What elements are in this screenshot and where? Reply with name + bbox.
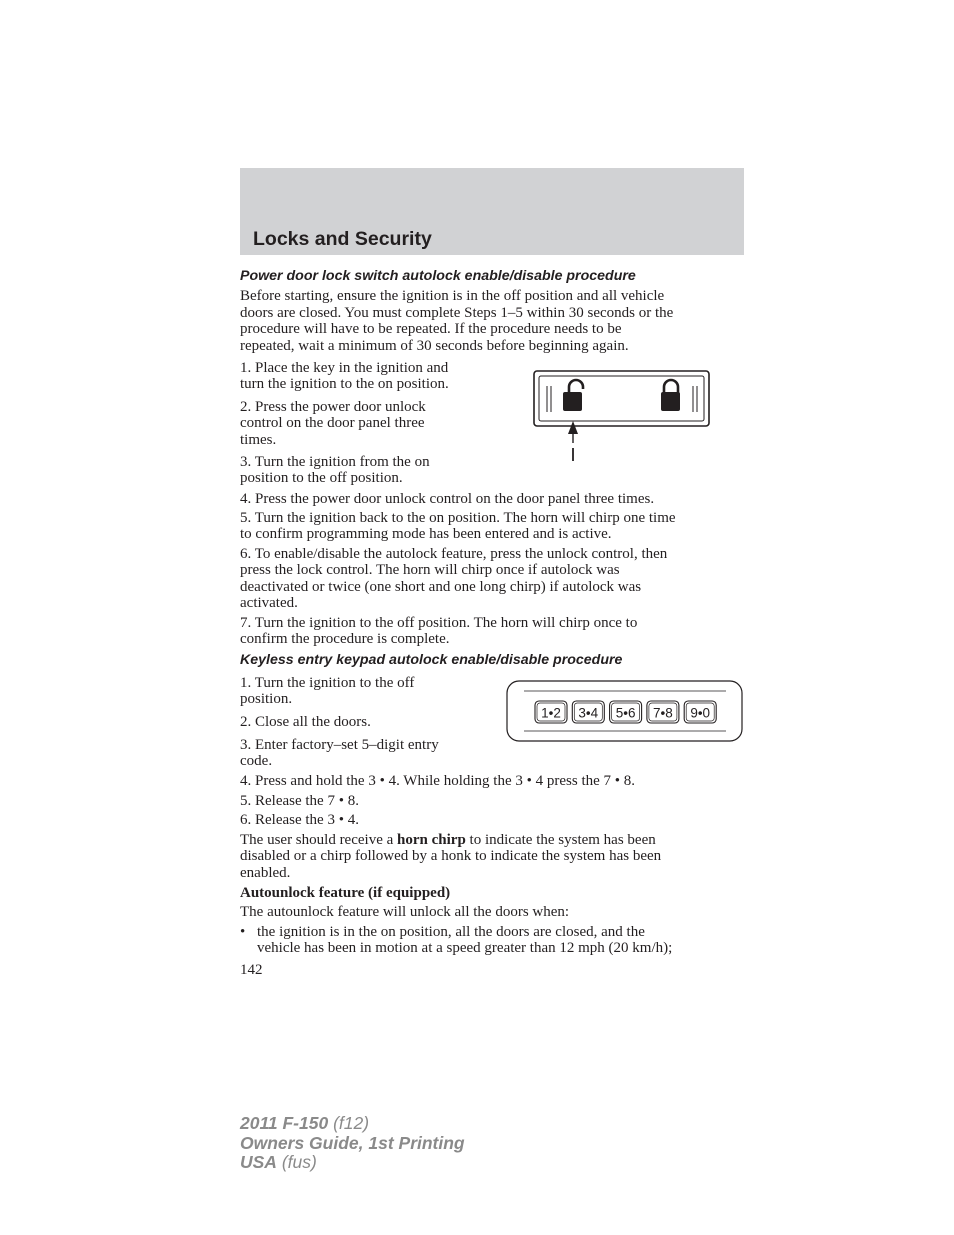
power-lock-step-6-line-3: deactivated or twice (one short and one long chirp) if autolock was: [240, 578, 642, 595]
keypad-result-line-2: disabled or a chirp followed by a honk to indicate the system has been: [240, 848, 662, 864]
document-footer: [240, 1114, 465, 1173]
autounlock-bullet-line-1: the ignition is in the on position, all the doors are closed, and the: [257, 923, 645, 940]
power-lock-step-2-line-3: times.: [240, 431, 277, 448]
footer-line-2: Owners Guide, 1st Printing: [240, 1132, 465, 1153]
section-title: Locks and Security: [253, 228, 432, 250]
power-lock-step-6-line-2: press the lock control. The horn will chirp once if autolock was: [240, 562, 620, 578]
keypad-step-1-line-1: 1. Turn the ignition to the off: [240, 674, 415, 691]
keypad-step-4: 4. Press and hold the 3 • 4. While holding the 3 • 4 press the 7 • 8.: [240, 772, 636, 789]
keypad-result-prefix: The user should receive a: [240, 831, 398, 848]
keypad-key-label: 5•6: [615, 705, 636, 721]
keypad-result-suffix: to indicate the system has been: [465, 831, 656, 848]
keypad-illustration: [506, 680, 744, 742]
footer-line-1: [240, 1114, 465, 1134]
power-lock-heading: Power door lock switch autolock enable/disable procedure: [240, 268, 636, 284]
pointer-arrow-icon: [568, 421, 578, 461]
power-lock-step-2-line-1: 2. Press the power door unlock: [240, 398, 426, 415]
keypad-key-label: 1•2: [541, 705, 561, 721]
bullet-dot: •: [240, 923, 246, 940]
keypad-key-3: [610, 701, 642, 723]
keypad-step-3-line-1: 3. Enter factory–set 5–digit entry: [240, 736, 439, 753]
keypad-step-6: 6. Release the 3 • 4.: [240, 811, 359, 828]
power-lock-step-7-line-2: confirm the procedure is complete.: [240, 631, 450, 647]
keypad-result-line-1: [240, 832, 656, 848]
power-lock-step-5-line-2: to confirm programming mode has been entered and is active.: [240, 526, 612, 542]
power-lock-step-4: 4. Press the power door unlock control on the door panel three times.: [240, 490, 655, 507]
keypad-key-label: 3•4: [578, 705, 599, 721]
power-lock-intro-line-1: Before starting, ensure the ignition is in the off position and all vehicle: [240, 288, 665, 304]
power-lock-step-5-line-1: 5. Turn the ignition back to the on position. The horn will chirp one time: [240, 509, 676, 526]
keypad-key-label: 7•8: [653, 705, 673, 721]
power-lock-step-7-line-1: 7. Turn the ignition to the off position. The horn will chirp once to: [240, 614, 638, 631]
footer-market: USA: [240, 1152, 277, 1172]
footer-market-code: (fus): [276, 1152, 317, 1172]
keypad-key-1: [535, 701, 567, 723]
door-lock-switch-illustration: [533, 370, 711, 466]
power-lock-intro-line-2: doors are closed. You must complete Steps 1–5 within 30 seconds or the: [240, 304, 674, 321]
power-lock-step-6-line-1: 6. To enable/disable the autolock feature, press the unlock control, then: [240, 545, 668, 562]
keypad-result-bold: horn chirp: [397, 831, 466, 848]
keypad-step-1-line-2: position.: [240, 691, 293, 707]
footer-model: 2011 F-150: [240, 1113, 329, 1133]
keypad-step-3-line-2: code.: [240, 753, 273, 769]
power-lock-step-1-line-2: turn the ignition to the on position.: [240, 376, 449, 392]
autounlock-bullet-line-2: vehicle has been in motion at a speed greater than 12 mph (20 km/h);: [257, 940, 673, 956]
keypad-heading: Keyless entry keypad autolock enable/disable procedure: [240, 652, 623, 668]
power-lock-intro-line-4: repeated, wait a minimum of 30 seconds before beginning again.: [240, 337, 629, 354]
footer-line-3: [240, 1153, 465, 1173]
power-lock-step-6-line-4: activated.: [240, 595, 298, 611]
footer-model-code: (f12): [328, 1113, 370, 1133]
keypad-key-label: 9•0: [690, 705, 711, 721]
autounlock-heading: Autounlock feature (if equipped): [240, 884, 451, 901]
autounlock-intro: The autounlock feature will unlock all the doors when:: [240, 903, 570, 920]
keypad-step-5: 5. Release the 7 • 8.: [240, 792, 359, 809]
power-lock-step-3-line-1: 3. Turn the ignition from the on: [240, 453, 430, 470]
power-lock-step-3-line-2: position to the off position.: [240, 470, 403, 486]
keypad-key-4: [647, 701, 679, 723]
page-number: 142: [240, 961, 263, 978]
power-lock-intro-line-3: procedure will have to be repeated. If the procedure needs to be: [240, 321, 622, 337]
keypad-step-2: 2. Close all the doors.: [240, 713, 371, 730]
keypad-result-line-3: enabled.: [240, 864, 291, 881]
keypad-key-5: [684, 701, 716, 723]
power-lock-step-1-line-1: 1. Place the key in the ignition and: [240, 359, 449, 376]
keypad-key-2: [572, 701, 604, 723]
power-lock-step-2-line-2: control on the door panel three: [240, 415, 425, 431]
